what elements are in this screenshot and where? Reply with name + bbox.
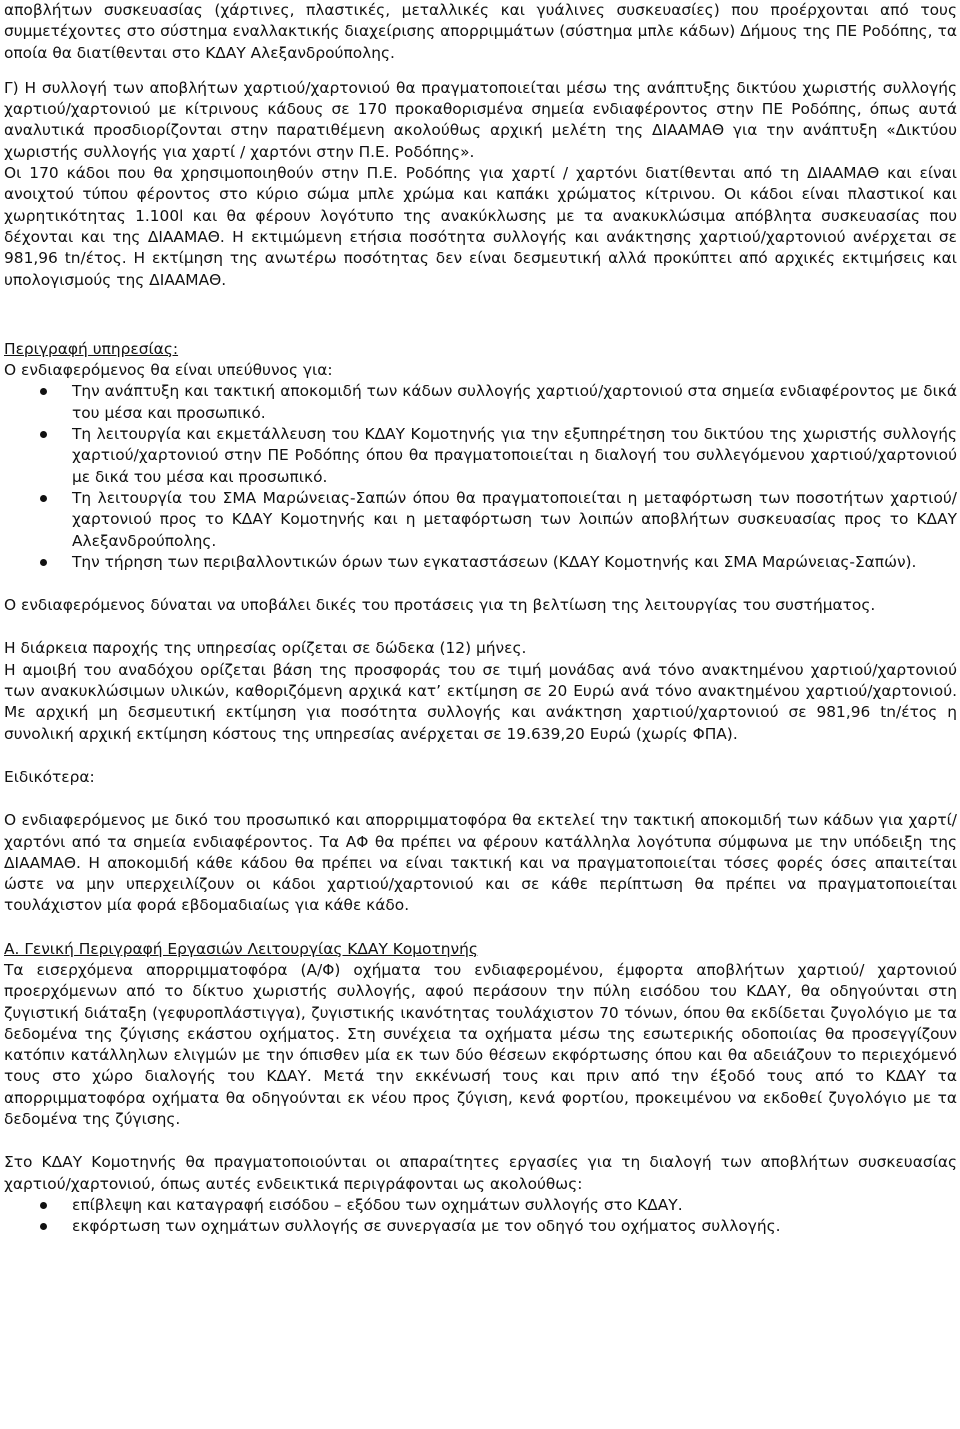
list-item-text: Τη λειτουργία του ΣΜΑ Μαρώνειας-Σαπών όπου θα πραγματοποιείται η μεταφόρτωση των ποσοτήτων χαρτιού/χαρτονιού προς το ΚΔΑΥ Κομοτηνής και η μεταφόρτωση των λοιπών αποβλήτων συσκευασίας προς το ΚΔΑΥ Αλεξανδρούπολης. — [72, 488, 957, 550]
intro-paragraph: αποβλήτων συσκευασίας (χάρτινες, πλαστικές, μεταλλικές και γυάλινες συσκευασίες) που προέρχονται από τους συμμετέχοντες στο σύστημα εναλλακτικής διαχείρισης απορριμμάτων (σύστημα μπλε κάδων) Δήμους της ΠΕ Ροδόπης, τα οποία θα διατίθενται στο ΚΔΑΥ Αλεξανδρούπολης. — [4, 1, 957, 62]
responsible-intro: Ο ενδιαφερόμενος θα είναι υπεύθυνος για: — [4, 361, 333, 380]
list-item-text: Την ανάπτυξη και τακτική αποκομιδή των κάδων συλλογής χαρτιού/χαρτονιού στα σημεία ενδιαφέροντος με δικά του μέσα και προσωπικό. — [72, 382, 957, 422]
specifically-paragraph: Ο ενδιαφερόμενος με δικό του προσωπικό και απορριμματοφόρα θα εκτελεί την τακτική αποκομιδή των κάδων για χαρτί/χαρτόνι από τα σημεία ενδιαφέροντος. Τα ΑΦ θα πρέπει να φέρουν κατάλληλα λογότυπα σύμφωνα με την υπόδειξη της ΔΙΑΑΜΑΘ. Η αποκομιδή κάθε κάδου θα πρέπει να είναι τακτική και να πραγματοποιείται τόσες φορές όσες απαιτείται ώστε να μην υπερχειλίζουν οι κάδοι χαρτιού/χαρτονιού και σε κάθε περίπτωση θα πρέπει να πραγματοποιείται τουλάχιστον μία φορά εβδομαδιαίως για κάθε κάδο. — [4, 811, 957, 915]
section-a-paragraph: Τα εισερχόμενα απορριμματοφόρα (Α/Φ) οχήματα του ενδιαφερομένου, έμφορτα αποβλήτων χαρτιού/ χαρτονιού προερχόμενων από το δίκτυο χωριστής συλλογής, αφού περάσουν την πύλη εισόδου του ΚΔΑΥ, θα οδηγούνται στη ζυγιστική διάταξη (γεφυροπλάστιγγα), ζυγιστικής ικανότητας τουλάχιστον 70 τόνων, όπου θα εκδίδεται ζυγολόγιο με τα δεδομένα της ζύγισης εκάστου οχήματος. Στη συνέχεια τα οχήματα μέσω της εσωτερικής οδοποιίας θα προσεγγίζουν κατόπιν κατάλληλων ελιγμών με την όπισθεν μία εκ των δύο θέσεων εκφόρτωσης όπου και θα αδειάζουν το περιεχόμενό τους στο χώρο διαλογής του ΚΔΑΥ. Μετά την εκκένωσή τους και πριν από την έξοδό τους από το ΚΔΑΥ τα απορριμματοφόρα οχήματα θα οδηγούνται εκ νέου προς ζύγιση, κενά φορτίου, προκειμένου να εκδοθεί ζυγολόγιο με τα δεδομένα της ζύγισης. — [4, 960, 957, 1129]
kdau-operations-list — [4, 1195, 957, 1238]
service-heading — [4, 339, 957, 360]
bullet-icon — [40, 388, 47, 395]
list-item — [4, 424, 957, 488]
list-item-text: Τη λειτουργία και εκμετάλλευση του ΚΔΑΥ Κομοτηνής για την εξυπηρέτηση του δικτύου της χωριστής συλλογής χαρτιού/χαρτονιού στην ΠΕ Ροδόπης όπου θα πραγματοποιείται η διαλογή του συλλεγόμενου χαρτιού/χαρτονιού με δικά του μέσα και προσωπικό. — [72, 425, 957, 486]
bullet-icon — [40, 1223, 47, 1230]
specifically-heading: Ειδικότερα: — [4, 767, 95, 786]
section-g-paragraph-2: Οι 170 κάδοι που θα χρησιμοποιηθούν στην Π.Ε. Ροδόπης για χαρτί / χαρτόνι διατίθενται από τη ΔΙΑΑΜΑΘ και είναι ανοιχτού τύπου φέροντος στο κύριο σώμα μπλε χρώμα και καπάκι χρώματος κίτρινου. Οι κάδοι είναι πλαστικοί και χωρητικότητας 1.100l και θα φέρουν λογότυπο της ανακύκλωσης με τα ανακυκλώσιμα απόβλητα συσκευασίας που δέχονται και της ΔΙΑΑΜΑΘ. Η εκτιμώμενη ετήσια ποσότητα συλλογής και ανάκτησης χαρτιού/χαρτονιού ανέρχεται σε 981,96 tn/έτος. Η εκτίμηση της ανωτέρω ποσότητας δεν είναι δεσμευτική αλλά προκύπτει από αρχικές εκτιμήσεις και υπολογισμούς της ΔΙΑΑΜΑΘ. — [4, 164, 957, 289]
bullet-icon — [40, 1202, 47, 1209]
list-item-text: επίβλεψη και καταγραφή εισόδου – εξόδου των οχημάτων συλλογής στο ΚΔΑΥ. — [72, 1195, 683, 1214]
list-item — [4, 1195, 957, 1216]
list-item — [4, 552, 957, 573]
bullet-icon — [40, 559, 47, 566]
proposals-paragraph: Ο ενδιαφερόμενος δύναται να υποβάλει δικές του προτάσεις για τη βελτίωση της λειτουργίας του συστήματος. — [4, 596, 876, 615]
bullet-icon — [40, 495, 47, 502]
section-g-paragraph-1: Γ) Η συλλογή των αποβλήτων χαρτιού/χαρτονιού θα πραγματοποιείται μέσω της ανάπτυξης δικτύου χωριστής συλλογής χαρτιού/χαρτονιού με κίτρινους κάδους σε 170 προκαθορισμένα σημεία ενδιαφέροντος στην ΠΕ Ροδόπης, όπως αυτά αναλυτικά προσδιορίζονται στην παρατιθέμενη ακολούθως αρχική μελέτη της ΔΙΑΑΜΑΘ για την ανάπτυξη «Δικτύου χωριστής συλλογής για χαρτί / χαρτόνι στην Π.Ε. Ροδόπης». — [4, 78, 957, 161]
list-item — [4, 488, 957, 552]
list-item — [4, 381, 957, 424]
list-item-text: εκφόρτωση των οχημάτων συλλογής σε συνεργασία με τον οδηγό του οχήματος συλλογής. — [72, 1217, 781, 1236]
list-item-text: Την τήρηση των περιβαλλοντικών όρων των εγκαταστάσεων (ΚΔΑΥ Κομοτηνής και ΣΜΑ Μαρώνειας-Σαπών). — [72, 552, 917, 571]
duration-paragraph: Η διάρκεια παροχής της υπηρεσίας ορίζεται σε δώδεκα (12) μήνες. — [4, 639, 527, 658]
list-item — [4, 1216, 957, 1237]
responsibilities-list — [4, 381, 957, 573]
kdau-operations-intro: Στο ΚΔΑΥ Κομοτηνής θα πραγματοποιούνται οι απαραίτητες εργασίες για τη διαλογή των αποβλήτων συσκευασίας χαρτιού/χαρτονιού, όπως αυτές ενδεικτικά περιγράφονται ως ακολούθως: — [4, 1153, 957, 1193]
bullet-icon — [40, 431, 47, 438]
fee-paragraph: Η αμοιβή του αναδόχου ορίζεται βάση της προσφοράς του σε τιμή μονάδας ανά τόνο ανακτημένου χαρτιού/χαρτονιού των ανακυκλώσιμων υλικών, καθοριζόμενη αρχικά κατ’ εκτίμηση σε 20 Ευρώ ανά τόνο ανακτημένου χαρτιού/χαρτονιού. Με αρχική μη δεσμευτική εκτίμηση για ποσότητα συλλογής και ανάκτηση χαρτιού/χαρτονιού σε 981,96 tn/έτος η συνολική αρχική εκτίμηση κόστους της υπηρεσίας ανέρχεται σε 19.639,20 Ευρώ (χωρίς ΦΠΑ). — [4, 660, 957, 743]
section-a-heading-text: Α. Γενική Περιγραφή Εργασιών Λειτουργίας ΚΔΑΥ Κομοτηνής — [4, 939, 478, 958]
service-heading-text: Περιγραφή υπηρεσίας: — [4, 339, 179, 358]
section-a-heading — [4, 939, 957, 960]
